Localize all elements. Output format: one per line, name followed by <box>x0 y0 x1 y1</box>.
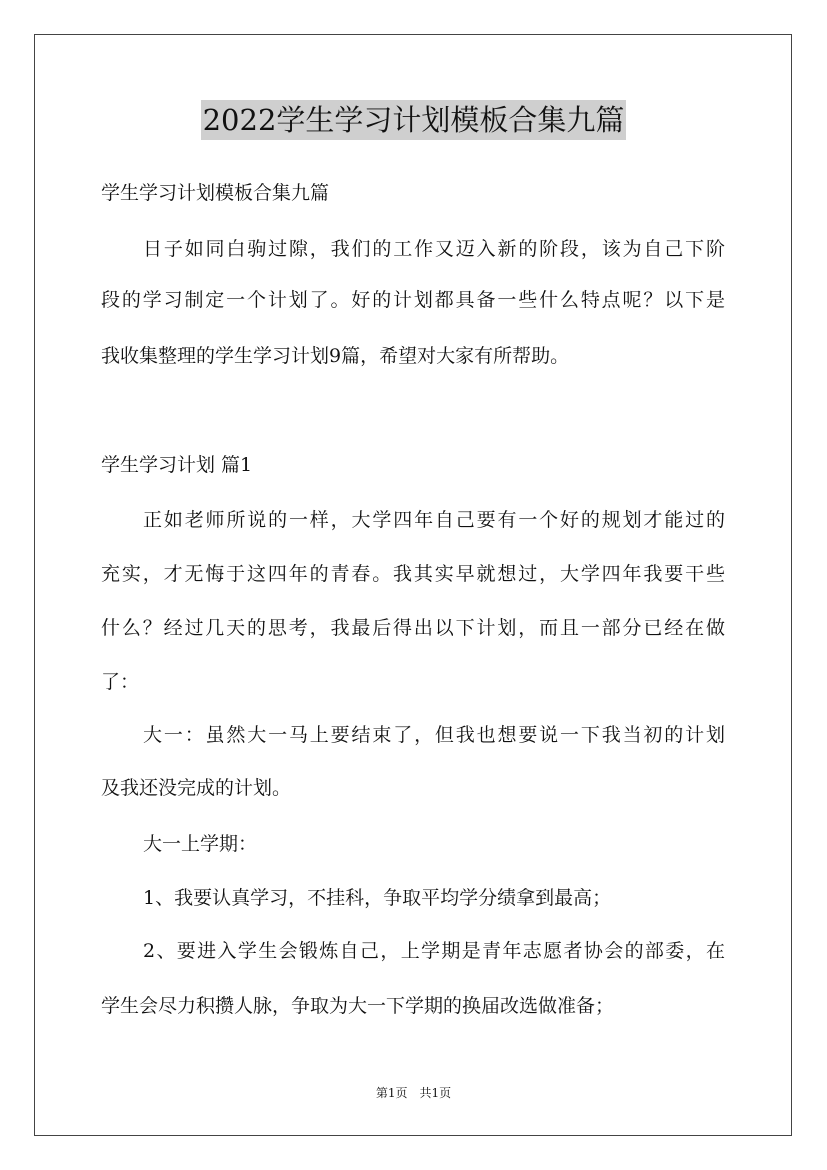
para5-line-1: 2、要进入学生会锻炼自己，上学期是青年志愿者协会的部委，在 <box>143 940 725 962</box>
para1-line-3: 什么？经过几天的思考，我最后得出以下计划，而且一部分已经在做 <box>101 617 725 639</box>
page-footer: 第1页 共1页 <box>375 1086 452 1100</box>
section-heading: 学生学习计划 篇1 <box>101 454 253 476</box>
para2-line-1: 大一：虽然大一马上要结束了，但我也想要说一下我当初的计划 <box>143 724 725 746</box>
para3-line: 大一上学期： <box>143 833 258 855</box>
para1-line-2: 充实，才无悔于这四年的青春。我其实早就想过，大学四年我要干些 <box>101 563 725 585</box>
document-subtitle: 学生学习计划模板合集九篇 <box>101 182 330 204</box>
intro-line-3: 我收集整理的学生学习计划9篇，希望对大家有所帮助。 <box>101 345 570 367</box>
para1-line-1: 正如老师所说的一样，大学四年自己要有一个好的规划才能过的 <box>143 509 725 531</box>
intro-line-2: 段的学习制定一个计划了。好的计划都具备一些什么特点呢？以下是 <box>101 289 725 311</box>
para1-line-4: 了： <box>101 671 140 693</box>
para5-line-2: 学生会尽力积攒人脉，争取为大一下学期的换届改选做准备； <box>101 995 615 1017</box>
document-title <box>0 100 827 140</box>
document-title-text: 2022学生学习计划模板合集九篇 <box>201 100 627 140</box>
para2-line-2: 及我还没完成的计划。 <box>101 777 292 799</box>
para4-line: 1、我要认真学习，不挂科，争取平均学分绩拿到最高； <box>143 887 612 909</box>
intro-line-1: 日子如同白驹过隙，我们的工作又迈入新的阶段，该为自己下阶 <box>143 238 725 260</box>
